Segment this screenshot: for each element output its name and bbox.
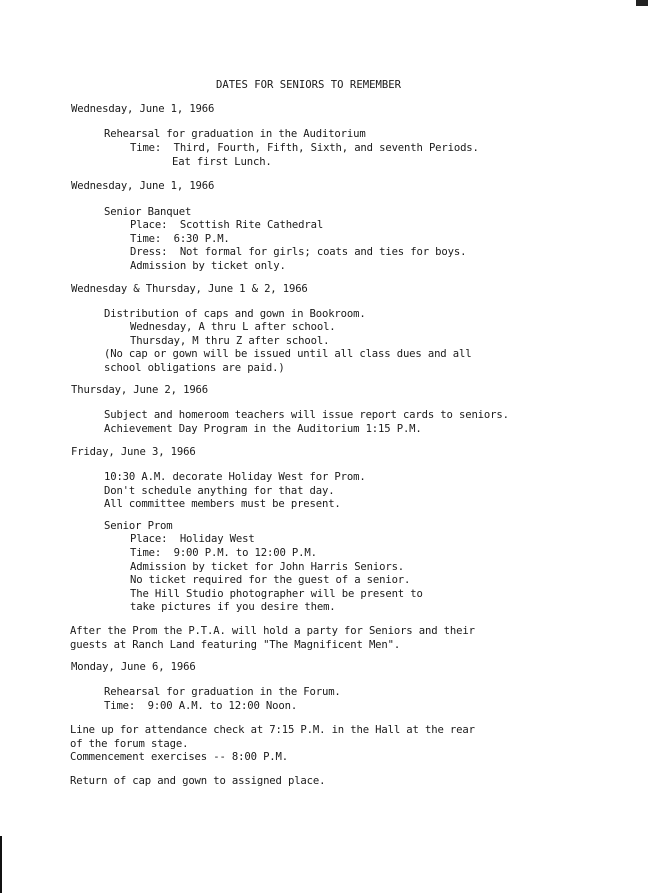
text-line: Line up for attendance check at 7:15 P.M. in the Hall at the rear xyxy=(70,724,475,736)
text-line: After the Prom the P.T.A. will hold a party for Seniors and their xyxy=(70,625,475,637)
text-line: Senior Banquet xyxy=(104,206,192,218)
text-line: Time: Third, Fourth, Fifth, Sixth, and seventh Periods. xyxy=(130,142,479,154)
section-date: Wednesday, June 1, 1966 xyxy=(71,103,215,115)
section-date: Thursday, June 2, 1966 xyxy=(71,384,209,396)
text-line: Distribution of caps and gown in Bookroom. xyxy=(104,308,366,320)
text-line: Admission by ticket for John Harris Seniors. xyxy=(130,561,405,573)
text-line: Time: 9:00 P.M. to 12:00 P.M. xyxy=(130,547,317,559)
text-line: The Hill Studio photographer will be present to xyxy=(130,588,423,600)
text-line: Wednesday, A thru L after school. xyxy=(130,321,336,333)
text-line: Dress: Not formal for girls; coats and ties for boys. xyxy=(130,246,467,258)
text-line: Time: 9:00 A.M. to 12:00 Noon. xyxy=(104,700,298,712)
text-line: Rehearsal for graduation in the Forum. xyxy=(104,686,341,698)
text-line: No ticket required for the guest of a senior. xyxy=(130,574,411,586)
text-line: Rehearsal for graduation in the Auditorium xyxy=(104,128,366,140)
text-line: (No cap or gown will be issued until all class dues and all xyxy=(104,348,472,360)
text-line: Place: Scottish Rite Cathedral xyxy=(130,219,324,231)
text-line: Time: 6:30 P.M. xyxy=(130,233,230,245)
text-line: All committee members must be present. xyxy=(104,498,341,510)
document-title: DATES FOR SENIORS TO REMEMBER xyxy=(216,79,401,91)
text-line: Achievement Day Program in the Auditorium 1:15 P.M. xyxy=(104,423,422,435)
text-line: Subject and homeroom teachers will issue report cards to seniors. xyxy=(104,409,509,421)
text-line: Return of cap and gown to assigned place. xyxy=(70,775,326,787)
text-line: of the forum stage. xyxy=(70,738,189,750)
section-date: Wednesday & Thursday, June 1 & 2, 1966 xyxy=(71,283,308,295)
section-date: Wednesday, June 1, 1966 xyxy=(71,180,215,192)
text-line: Thursday, M thru Z after school. xyxy=(130,335,330,347)
text-line: Eat first Lunch. xyxy=(172,156,272,168)
text-line: Place: Holiday West xyxy=(130,533,255,545)
text-line: Don't schedule anything for that day. xyxy=(104,485,335,497)
text-line: 10:30 A.M. decorate Holiday West for Prom. xyxy=(104,471,366,483)
text-line: Commencement exercises -- 8:00 P.M. xyxy=(70,751,288,763)
text-line: Admission by ticket only. xyxy=(130,260,286,272)
text-line: Senior Prom xyxy=(104,520,173,532)
text-line: take pictures if you desire them. xyxy=(130,601,336,613)
section-date: Monday, June 6, 1966 xyxy=(71,661,196,673)
text-line: guests at Ranch Land featuring "The Magnificent Men". xyxy=(70,639,401,651)
section-date: Friday, June 3, 1966 xyxy=(71,446,196,458)
text-line: school obligations are paid.) xyxy=(104,362,285,374)
